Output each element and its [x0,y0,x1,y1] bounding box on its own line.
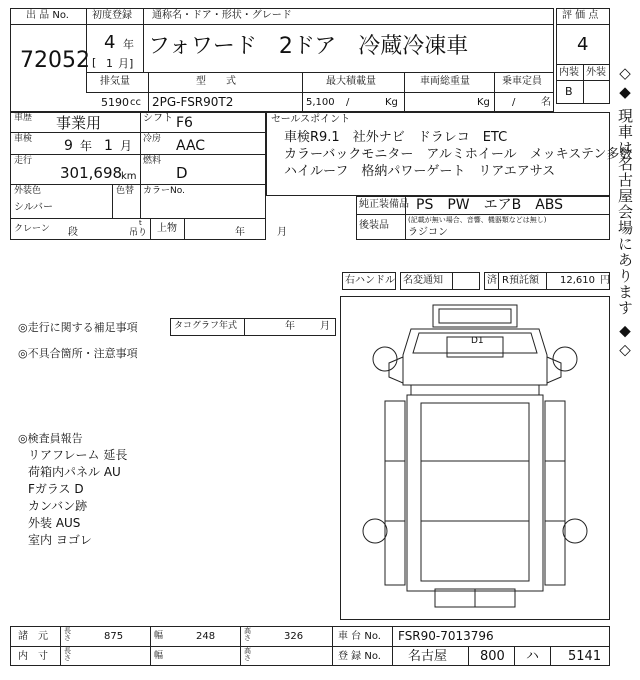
capacity-unit: 名 [541,97,551,108]
recycle-label: 済 [487,275,497,286]
gross-weight-unit: Kg [477,97,490,108]
max-load-value: 5,100 [306,97,335,108]
registration-label: 登 録 No. [338,651,381,662]
inspection-year-unit: 年 [80,139,93,153]
inspector-label: ◎検査員報告 [18,432,83,445]
aftermarket-note: (記載が無い場合、音響、機器類などは無し) [408,216,547,224]
tachograph-year: 年 [285,321,295,332]
inspector-item: リアフレーム 延長 [28,448,128,462]
inspector-item: カンバン跡 [28,499,88,513]
mileage-label: 走行 [14,156,33,166]
score-label: 評 価 点 [562,10,599,21]
reg-month-open: [ [92,56,97,69]
history-value: 事業用 [56,114,102,132]
inspection-month-unit: 月 [120,139,133,153]
mileage-value: 301,698 [60,164,123,182]
lot-label: 出 品 No. [26,10,69,21]
inner-width-label: 幅 [154,651,164,661]
mileage-unit: km [121,171,137,182]
tailgate-month: 月 [277,227,287,238]
inner-height-label: 高さ [244,647,251,663]
chassis-value: FSR90-7013796 [398,629,494,643]
shift-value: F6 [176,115,193,131]
width-value: 248 [196,631,216,642]
displacement-value: 5190 [101,96,129,109]
vehicle-name-label: 通称名・ドア・形状・グレード [152,10,292,21]
defects-label: ◎不具合箇所・注意事項 [18,347,138,360]
spec-row-label: 諸 元 [18,631,48,642]
gross-weight-label: 車両総重量 [420,76,470,87]
reg-month: 1 [106,57,113,70]
tailgate-label: 上物 [157,223,177,234]
first-reg-label: 初度登録 [92,10,132,21]
interior-grade-label: 内装 [559,67,579,78]
color-no-label: カラーNo. [143,186,185,196]
inspection-year: 9 [64,138,73,154]
tachograph-month: 月 [320,321,330,332]
reg-month-unit: 月] [118,57,134,70]
sales-line-1: 車検R9.1 社外ナビ ドラレコ ETC [284,130,508,145]
lot-number: 72052 [20,48,90,73]
equipment-label: 純正装備品 [359,199,409,210]
inspector-list [28,446,127,548]
vehicle-name: フォワード 2ドア 冷蔵冷凍車 [148,34,469,59]
shift-label: シフト [143,113,173,124]
chassis-label: 車 台 No. [338,631,381,642]
height-value: 326 [284,631,304,642]
equipment-value: PS PW エアB ABS [416,197,564,213]
length-label: 長さ [64,627,71,643]
ac-value: AAC [176,138,206,154]
sales-line-3: ハイルーフ 格納パワーゲート リアエアサス [284,164,556,179]
recycle-fee-label: R預託額 [502,275,539,286]
ext-color-label: 外装色 [14,186,42,196]
capacity-sep: / [512,97,516,108]
crane-steps: 段 [68,227,78,238]
history-label: 車歴 [14,113,33,123]
crane-label: クレーン [14,224,50,234]
height-label: 高さ [244,627,251,643]
sales-point-label: セールスポイント [271,114,351,125]
inner-length-label: 長さ [64,647,71,663]
exterior-grade-label: 外装 [586,67,606,78]
max-load-sep: / [346,97,350,108]
registration-kana: ハ [526,649,540,664]
reg-year: 4 [104,32,116,53]
location-notice: ◇◆ 現車は名古屋会場にあります ◆◇ [616,64,634,360]
tailgate-year: 年 [235,227,245,238]
registration-class: 800 [480,649,505,664]
registration-area: 名古屋 [408,649,448,664]
reg-year-unit: 年 [123,38,134,51]
color-change-label: 色替 [116,186,135,196]
ac-label: 冷房 [143,134,162,144]
length-value: 875 [104,631,124,642]
driving-notes-label: ◎走行に関する補足事項 [18,321,138,334]
score-value: 4 [577,34,589,55]
inspection-month: 1 [104,138,113,154]
model-value: 2PG-FSR90T2 [152,95,234,109]
sales-line-2: カラーバックモニター アルミホイール メッキステン多数 [284,147,633,162]
crane-hang: 吊り [129,228,148,238]
interior-grade: B [565,85,573,98]
ext-color-value: シルバー [14,202,54,213]
displacement-label: 排気量 [100,76,130,87]
fuel-value: D [176,164,188,182]
inspector-item: 荷箱内パネル AU [28,465,121,479]
inspection-label: 車検 [14,134,33,144]
model-label: 型 式 [196,76,236,87]
inspector-item: 室内 ヨゴレ [28,533,92,547]
aftermarket-label: 後装品 [359,220,389,231]
yen-unit: 円 [600,275,610,286]
fuel-label: 燃料 [143,156,162,166]
width-label: 幅 [154,631,164,641]
name-change-label: 名変通知 [403,275,443,286]
damage-marker: D1 [471,336,484,346]
max-load-unit: Kg [385,97,398,108]
max-load-label: 最大積載量 [326,76,376,87]
recycle-fee: 12,610 [560,275,595,286]
inner-row-label: 内 寸 [18,651,48,662]
rhd-label: 右ハンドル [345,275,395,286]
crane-t: t [139,219,142,227]
tachograph-label: タコグラフ年式 [174,321,238,331]
damage-diagram [340,296,610,620]
registration-number: 5141 [568,649,602,664]
inspector-item: Fガラス D [28,482,84,496]
displacement-unit: cc [130,97,141,108]
aftermarket-value: ラジコン [408,227,448,238]
capacity-label: 乗車定員 [502,76,542,87]
inspector-item: 外装 AUS [28,516,81,530]
